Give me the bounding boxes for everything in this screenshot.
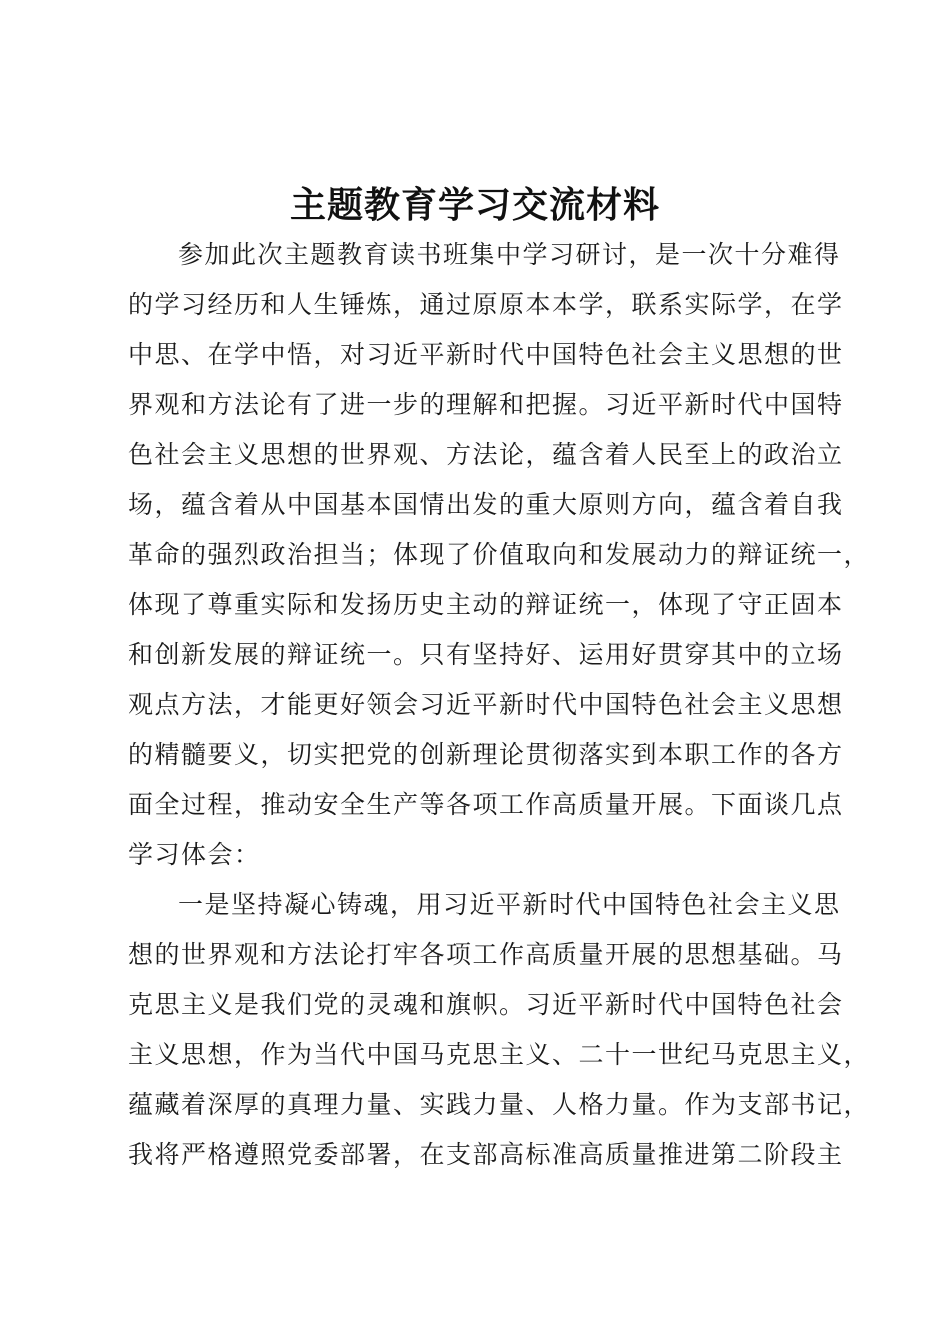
paragraph-line: 色社会主义思想的世界观、方法论，蕴含着人民至上的政治立 xyxy=(128,440,844,469)
paragraph-line: 场，蕴含着从中国基本国情出发的重大原则方向，蕴含着自我 xyxy=(128,490,844,519)
paragraph-line: 界观和方法论有了进一步的理解和把握。习近平新时代中国特 xyxy=(128,390,844,419)
paragraph-line: 的精髓要义，切实把党的创新理论贯彻落实到本职工作的各方 xyxy=(128,740,844,769)
paragraph-line: 的学习经历和人生锤炼，通过原原本本学，联系实际学，在学 xyxy=(128,290,844,319)
paragraph-line: 主义思想，作为当代中国马克思主义、二十一世纪马克思主义， xyxy=(128,1040,871,1069)
paragraph-line: 中思、在学中悟，对习近平新时代中国特色社会主义思想的世 xyxy=(128,340,844,369)
paragraph-line: 观点方法，才能更好领会习近平新时代中国特色社会主义思想 xyxy=(128,690,844,719)
document-title: 主题教育学习交流材料 xyxy=(289,185,660,226)
paragraph-line: 学习体会： xyxy=(128,840,261,869)
paragraph-line: 参加此次主题教育读书班集中学习研讨，是一次十分难得 xyxy=(178,240,841,269)
paragraph-line: 和创新发展的辩证统一。只有坚持好、运用好贯穿其中的立场 xyxy=(128,640,844,669)
paragraph-line: 克思主义是我们党的灵魂和旗帜。习近平新时代中国特色社会 xyxy=(128,990,844,1019)
paragraph-line: 我将严格遵照党委部署，在支部高标准高质量推进第二阶段主 xyxy=(128,1140,844,1169)
paragraph-line: 革命的强烈政治担当；体现了价值取向和发展动力的辩证统一， xyxy=(128,540,871,569)
paragraph-line: 蕴藏着深厚的真理力量、实践力量、人格力量。作为支部书记， xyxy=(128,1090,871,1119)
paragraph-line: 一是坚持凝心铸魂，用习近平新时代中国特色社会主义思 xyxy=(178,890,841,919)
paragraph-line: 面全过程，推动安全生产等各项工作高质量开展。下面谈几点 xyxy=(128,790,844,819)
paragraph-line: 想的世界观和方法论打牢各项工作高质量开展的思想基础。马 xyxy=(128,940,844,969)
paragraph-line: 体现了尊重实际和发扬历史主动的辩证统一，体现了守正固本 xyxy=(128,590,844,619)
